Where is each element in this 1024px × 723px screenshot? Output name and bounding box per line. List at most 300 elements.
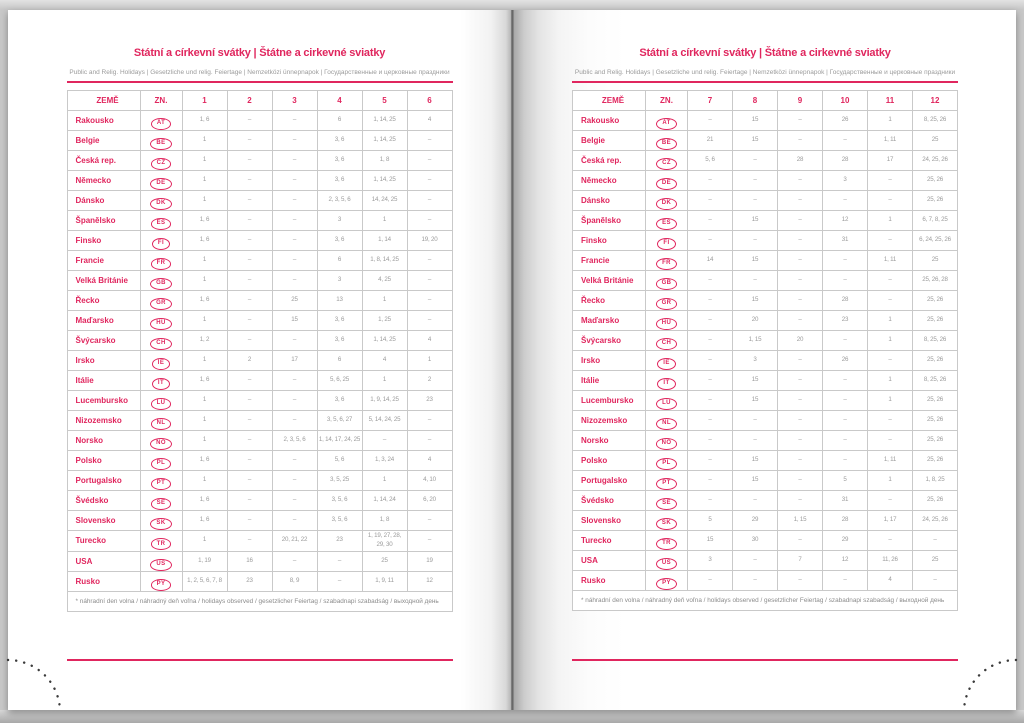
code-cell — [646, 211, 688, 231]
code-cell — [646, 151, 688, 171]
country-cell: Velká Británie — [67, 271, 140, 291]
holiday-days-cell: – — [407, 191, 452, 211]
holiday-days-cell: 25, 26 — [913, 391, 958, 411]
country-code-badge: IT — [657, 378, 675, 390]
country-code-badge: US — [656, 558, 677, 570]
country-code-badge: AT — [656, 118, 676, 130]
country-code-badge: BE — [656, 138, 677, 150]
code-cell — [646, 271, 688, 291]
desk-background-bottom — [0, 710, 1024, 723]
country-cell: Německo — [573, 171, 646, 191]
country-cell: Irsko — [573, 351, 646, 371]
holiday-days-cell: 1, 2, 5, 6, 7, 8 — [182, 571, 227, 591]
country-code-badge: PY — [151, 579, 172, 591]
holiday-days-cell: 6 — [317, 351, 362, 371]
country-code-badge: AT — [151, 118, 171, 130]
holiday-days-cell: – — [868, 231, 913, 251]
bottom-rule — [572, 659, 958, 661]
code-cell — [140, 171, 182, 191]
holiday-days-cell: – — [227, 151, 272, 171]
bottom-rule — [67, 659, 453, 661]
holiday-days-cell: 1, 8, 25 — [913, 471, 958, 491]
holiday-days-cell: 3, 6 — [317, 331, 362, 351]
country-cell: Dánsko — [67, 191, 140, 211]
country-code-badge: SE — [656, 498, 677, 510]
country-code-badge: DE — [656, 178, 677, 190]
code-cell — [140, 451, 182, 471]
holiday-days-cell: – — [227, 531, 272, 552]
holiday-days-cell: 3 — [823, 171, 868, 191]
holiday-days-cell: 29 — [823, 531, 868, 551]
holiday-days-cell: – — [227, 291, 272, 311]
country-code-badge: GR — [150, 298, 172, 310]
holiday-days-cell: – — [778, 231, 823, 251]
holiday-days-cell: – — [823, 391, 868, 411]
country-code-badge: FI — [657, 238, 675, 250]
holiday-days-cell: – — [407, 311, 452, 331]
holiday-days-cell: 1, 17 — [868, 511, 913, 531]
country-cell: USA — [67, 551, 140, 571]
holiday-days-cell: – — [227, 231, 272, 251]
code-cell — [140, 291, 182, 311]
holiday-days-cell: 25, 26, 28 — [913, 271, 958, 291]
holiday-days-cell: 17 — [272, 351, 317, 371]
holiday-days-cell: 5, 6 — [688, 151, 733, 171]
holiday-days-cell: 3 — [317, 211, 362, 231]
holiday-days-cell: 15 — [733, 131, 778, 151]
footnote-text: * náhradní den volna / náhradný deň voľna / holidays observed / gesetzlicher Feiertag / szabadnapi szabadság / выходной день — [67, 591, 452, 611]
footnote-text: * náhradní den volna / náhradný deň voľna / holidays observed / gesetzlicher Feiertag / szabadnapi szabadság / выходной день — [573, 591, 958, 611]
holiday-days-cell: – — [362, 431, 407, 451]
month-column-header: 7 — [688, 91, 733, 111]
holiday-days-cell: – — [227, 331, 272, 351]
holiday-days-cell: – — [733, 551, 778, 571]
page-title: Státní a církevní svátky | Štátne a cirkevné sviatky — [639, 47, 891, 59]
holiday-days-cell: 1, 11 — [868, 131, 913, 151]
table-row — [67, 491, 452, 511]
country-cell: Polsko — [67, 451, 140, 471]
holiday-days-cell: 3, 6 — [317, 231, 362, 251]
holiday-days-cell: 1 — [868, 471, 913, 491]
holiday-days-cell: 1, 15 — [778, 511, 823, 531]
country-cell: Norsko — [67, 431, 140, 451]
holiday-days-cell: 6, 24, 25, 26 — [913, 231, 958, 251]
holiday-days-cell: – — [823, 571, 868, 591]
holiday-days-cell: – — [407, 531, 452, 552]
holiday-days-cell: 25 — [362, 551, 407, 571]
table-row — [67, 531, 452, 552]
holiday-days-cell: 31 — [823, 491, 868, 511]
code-cell — [140, 491, 182, 511]
month-column-header: 6 — [407, 91, 452, 111]
table-row — [67, 251, 452, 271]
code-cell — [646, 171, 688, 191]
code-cell — [140, 571, 182, 591]
country-code-badge: NL — [656, 418, 677, 430]
holiday-days-cell: – — [823, 271, 868, 291]
holiday-days-cell: – — [913, 571, 958, 591]
holiday-days-cell: 7 — [778, 551, 823, 571]
code-cell — [140, 391, 182, 411]
left-page — [8, 10, 511, 710]
code-cell — [140, 331, 182, 351]
country-cell: Řecko — [573, 291, 646, 311]
country-cell: USA — [573, 551, 646, 571]
country-code-badge: IE — [152, 358, 170, 370]
holiday-days-cell: 25, 26 — [913, 311, 958, 331]
holiday-days-cell: – — [272, 251, 317, 271]
table-row — [573, 131, 958, 151]
country-cell: Francie — [573, 251, 646, 271]
holiday-days-cell: – — [688, 431, 733, 451]
holiday-days-cell: 11, 26 — [868, 551, 913, 571]
country-code-badge: PL — [151, 458, 171, 470]
holiday-days-cell: 1, 3, 24 — [362, 451, 407, 471]
country-cell: Belgie — [573, 131, 646, 151]
holiday-days-cell: 24, 25, 26 — [913, 511, 958, 531]
code-cell — [646, 371, 688, 391]
holiday-days-cell: 1 — [868, 111, 913, 131]
code-cell — [140, 231, 182, 251]
holiday-days-cell: – — [733, 231, 778, 251]
holiday-days-cell: – — [227, 371, 272, 391]
country-code-badge: GB — [150, 278, 172, 290]
country-code-badge: FR — [151, 258, 172, 270]
holidays-table-months-7-12 — [572, 90, 958, 611]
holiday-days-cell: – — [317, 571, 362, 591]
country-cell: Velká Británie — [573, 271, 646, 291]
holiday-days-cell: 2, 3, 5, 6 — [317, 191, 362, 211]
holiday-days-cell: – — [272, 391, 317, 411]
country-cell: Finsko — [67, 231, 140, 251]
holiday-days-cell: – — [778, 531, 823, 551]
holiday-days-cell: 19 — [407, 551, 452, 571]
holiday-days-cell: 1, 19, 27, 28, 29, 30 — [362, 531, 407, 552]
country-code-badge: SE — [151, 498, 172, 510]
code-cell — [140, 311, 182, 331]
holiday-days-cell: – — [407, 131, 452, 151]
country-cell: Lucembursko — [573, 391, 646, 411]
holiday-days-cell: 1, 2 — [182, 331, 227, 351]
top-rule — [572, 81, 958, 83]
holidays-table-months-1-6 — [67, 90, 453, 612]
holiday-days-cell: – — [778, 271, 823, 291]
code-cell — [646, 231, 688, 251]
country-code-badge: IT — [152, 378, 170, 390]
holiday-days-cell: – — [227, 491, 272, 511]
country-cell: Portugalsko — [67, 471, 140, 491]
holiday-days-cell: 19, 20 — [407, 231, 452, 251]
code-column-header: ZN. — [646, 91, 688, 111]
holiday-days-cell: 13 — [317, 291, 362, 311]
holiday-days-cell: – — [823, 131, 868, 151]
code-cell — [140, 211, 182, 231]
holiday-days-cell: – — [778, 191, 823, 211]
country-code-badge: BE — [150, 138, 171, 150]
header-row — [67, 91, 452, 111]
country-code-badge: PY — [656, 578, 677, 590]
holiday-days-cell: 5, 14, 24, 25 — [362, 411, 407, 431]
country-cell: Španělsko — [67, 211, 140, 231]
holiday-days-cell: – — [407, 211, 452, 231]
holiday-days-cell: 8, 25, 26 — [913, 371, 958, 391]
holiday-days-cell: – — [733, 411, 778, 431]
holiday-days-cell: – — [868, 291, 913, 311]
holiday-days-cell: 15 — [733, 451, 778, 471]
holiday-days-cell: – — [688, 271, 733, 291]
code-cell — [140, 271, 182, 291]
table-row — [67, 511, 452, 531]
desk-background-top — [0, 0, 1024, 10]
holiday-days-cell: 1, 8 — [362, 151, 407, 171]
holiday-days-cell: 1 — [868, 211, 913, 231]
country-code-badge: PT — [656, 478, 676, 490]
month-column-header: 9 — [778, 91, 823, 111]
holiday-days-cell: – — [272, 171, 317, 191]
holiday-days-cell: 1 — [182, 151, 227, 171]
holiday-days-cell: 3, 6 — [317, 151, 362, 171]
country-cell: Španělsko — [573, 211, 646, 231]
holiday-days-cell: – — [688, 351, 733, 371]
holiday-days-cell: 3 — [733, 351, 778, 371]
country-cell: Itálie — [67, 371, 140, 391]
holiday-days-cell: 25, 26 — [913, 431, 958, 451]
country-code-badge: US — [150, 559, 171, 571]
code-cell — [646, 511, 688, 531]
holiday-days-cell: – — [778, 411, 823, 431]
holiday-days-cell: – — [227, 171, 272, 191]
holiday-days-cell: 1, 11 — [868, 251, 913, 271]
holiday-days-cell: 1, 6 — [182, 451, 227, 471]
holiday-days-cell: 4 — [407, 111, 452, 131]
month-column-header: 5 — [362, 91, 407, 111]
holiday-days-cell: 15 — [733, 471, 778, 491]
code-cell — [646, 291, 688, 311]
holiday-days-cell: 20, 21, 22 — [272, 531, 317, 552]
table-row — [67, 271, 452, 291]
country-cell: Slovensko — [67, 511, 140, 531]
holiday-days-cell: 20 — [778, 331, 823, 351]
table-row — [573, 211, 958, 231]
holiday-days-cell: 3, 6 — [317, 171, 362, 191]
holiday-days-cell: 1 — [362, 211, 407, 231]
code-cell — [646, 491, 688, 511]
holiday-days-cell: 26 — [823, 111, 868, 131]
holiday-days-cell: 28 — [823, 511, 868, 531]
holiday-days-cell: – — [688, 111, 733, 131]
holiday-days-cell: – — [778, 351, 823, 371]
table-row — [573, 331, 958, 351]
holiday-days-cell: – — [227, 311, 272, 331]
holiday-days-cell: – — [227, 191, 272, 211]
holiday-days-cell: – — [688, 571, 733, 591]
holiday-days-cell: – — [688, 311, 733, 331]
code-cell — [646, 391, 688, 411]
country-cell: Dánsko — [573, 191, 646, 211]
holiday-days-cell: 6 — [317, 251, 362, 271]
holiday-days-cell: – — [227, 411, 272, 431]
table-row — [67, 451, 452, 471]
holiday-days-cell: 16 — [227, 551, 272, 571]
table-row — [67, 171, 452, 191]
table-row — [67, 111, 452, 131]
holiday-days-cell: – — [823, 191, 868, 211]
holiday-days-cell: 1, 14, 25 — [362, 171, 407, 191]
holiday-days-cell: – — [272, 131, 317, 151]
holiday-days-cell: 28 — [823, 151, 868, 171]
holiday-days-cell: – — [272, 411, 317, 431]
country-cell: Maďarsko — [67, 311, 140, 331]
table-row — [573, 451, 958, 471]
holiday-days-cell: – — [778, 211, 823, 231]
page-title: Státní a církevní svátky | Štátne a cirkevné sviatky — [133, 47, 386, 59]
holiday-days-cell: 3, 6 — [317, 391, 362, 411]
holiday-days-cell: 1 — [868, 371, 913, 391]
country-code-badge: ES — [656, 218, 677, 230]
month-column-header: 12 — [913, 91, 958, 111]
country-cell: Švýcarsko — [573, 331, 646, 351]
holiday-days-cell: – — [823, 411, 868, 431]
holiday-days-cell: 12 — [823, 551, 868, 571]
holiday-days-cell: 1, 14, 25 — [362, 131, 407, 151]
holiday-days-cell: – — [227, 431, 272, 451]
holiday-days-cell: – — [778, 251, 823, 271]
table-row — [573, 431, 958, 451]
table-row — [573, 571, 958, 591]
table-row — [573, 311, 958, 331]
holiday-days-cell: 1, 19 — [182, 551, 227, 571]
holiday-days-cell: – — [272, 551, 317, 571]
holiday-days-cell: – — [227, 211, 272, 231]
holiday-days-cell: 3 — [688, 551, 733, 571]
country-code-badge: NL — [151, 418, 172, 430]
holiday-days-cell: – — [823, 451, 868, 471]
country-code-badge: IE — [657, 358, 675, 370]
holiday-days-cell: 1, 9, 14, 25 — [362, 391, 407, 411]
country-cell: Lucembursko — [67, 391, 140, 411]
holiday-days-cell: 1 — [362, 371, 407, 391]
holiday-days-cell: 1, 8 — [362, 511, 407, 531]
holiday-days-cell: 3, 5, 6 — [317, 511, 362, 531]
holiday-days-cell: 3 — [317, 271, 362, 291]
code-column-header: ZN. — [140, 91, 182, 111]
country-code-badge: ES — [151, 218, 172, 230]
holiday-days-cell: – — [688, 391, 733, 411]
holiday-days-cell: 3, 6 — [317, 311, 362, 331]
holiday-days-cell: 8, 25, 26 — [913, 331, 958, 351]
country-cell: Nizozemsko — [67, 411, 140, 431]
holiday-days-cell: 12 — [823, 211, 868, 231]
holiday-days-cell: 5 — [688, 511, 733, 531]
holiday-days-cell: – — [688, 411, 733, 431]
table-row — [67, 391, 452, 411]
country-cell: Švýcarsko — [67, 331, 140, 351]
code-cell — [140, 511, 182, 531]
page-subtitle: Public and Relig. Holidays | Gesetzliche und relig. Feiertage | Nemzetközi ünnepnapok | Государственные и церковные праздники — [574, 69, 956, 76]
holiday-days-cell: 12 — [407, 571, 452, 591]
holiday-days-cell: 1, 14, 17, 24, 25 — [317, 431, 362, 451]
holiday-days-cell: – — [913, 531, 958, 551]
table-row — [67, 551, 452, 571]
table-row — [67, 571, 452, 591]
code-cell — [140, 411, 182, 431]
holiday-days-cell: – — [272, 271, 317, 291]
holiday-days-cell: 1, 6 — [182, 511, 227, 531]
holiday-days-cell: – — [778, 111, 823, 131]
country-cell: Německo — [67, 171, 140, 191]
holiday-days-cell: 1, 14, 25 — [362, 111, 407, 131]
holiday-days-cell: 1 — [868, 311, 913, 331]
holiday-days-cell: 2 — [227, 351, 272, 371]
country-cell: Nizozemsko — [573, 411, 646, 431]
holiday-days-cell: 1, 6 — [182, 211, 227, 231]
code-cell — [140, 251, 182, 271]
holiday-days-cell: 1 — [407, 351, 452, 371]
holiday-days-cell: 1 — [182, 351, 227, 371]
table-row — [573, 111, 958, 131]
holiday-days-cell: 25, 26 — [913, 171, 958, 191]
table-row — [573, 471, 958, 491]
code-cell — [646, 311, 688, 331]
country-code-badge: HU — [150, 318, 171, 330]
table-row — [67, 331, 452, 351]
country-code-badge: SK — [656, 518, 677, 530]
country-code-badge: PT — [151, 478, 171, 490]
holiday-days-cell: 14 — [688, 251, 733, 271]
holiday-days-cell: 1 — [182, 391, 227, 411]
holiday-days-cell: – — [868, 531, 913, 551]
holiday-days-cell: – — [778, 571, 823, 591]
holiday-days-cell: – — [778, 391, 823, 411]
table-row — [67, 191, 452, 211]
holiday-days-cell: – — [227, 391, 272, 411]
holiday-days-cell: – — [823, 431, 868, 451]
country-column-header: ZEMĚ — [67, 91, 140, 111]
country-code-badge: TR — [151, 538, 172, 550]
holiday-days-cell: – — [778, 171, 823, 191]
holiday-days-cell: 1, 9, 11 — [362, 571, 407, 591]
holiday-days-cell: – — [688, 451, 733, 471]
holiday-days-cell: 6 — [317, 111, 362, 131]
code-cell — [646, 131, 688, 151]
holiday-days-cell: – — [407, 251, 452, 271]
holiday-days-cell: 25, 26 — [913, 191, 958, 211]
footnote-row — [67, 591, 452, 611]
country-code-badge: DK — [150, 198, 171, 210]
holiday-days-cell: – — [227, 111, 272, 131]
table-row — [67, 411, 452, 431]
holiday-days-cell: – — [868, 171, 913, 191]
country-cell: Itálie — [573, 371, 646, 391]
table-row — [573, 171, 958, 191]
table-row — [67, 291, 452, 311]
holiday-days-cell: – — [227, 251, 272, 271]
holiday-days-cell: – — [688, 291, 733, 311]
holiday-days-cell: – — [688, 191, 733, 211]
holiday-days-cell: – — [227, 471, 272, 491]
holiday-days-cell: – — [778, 371, 823, 391]
code-cell — [646, 471, 688, 491]
header-row — [573, 91, 958, 111]
code-cell — [646, 571, 688, 591]
holiday-days-cell: 1 — [868, 331, 913, 351]
holiday-days-cell: 31 — [823, 231, 868, 251]
code-cell — [646, 431, 688, 451]
holiday-days-cell: – — [823, 251, 868, 271]
holiday-days-cell: 3, 6 — [317, 131, 362, 151]
holiday-days-cell: 25, 26 — [913, 291, 958, 311]
code-cell — [140, 131, 182, 151]
